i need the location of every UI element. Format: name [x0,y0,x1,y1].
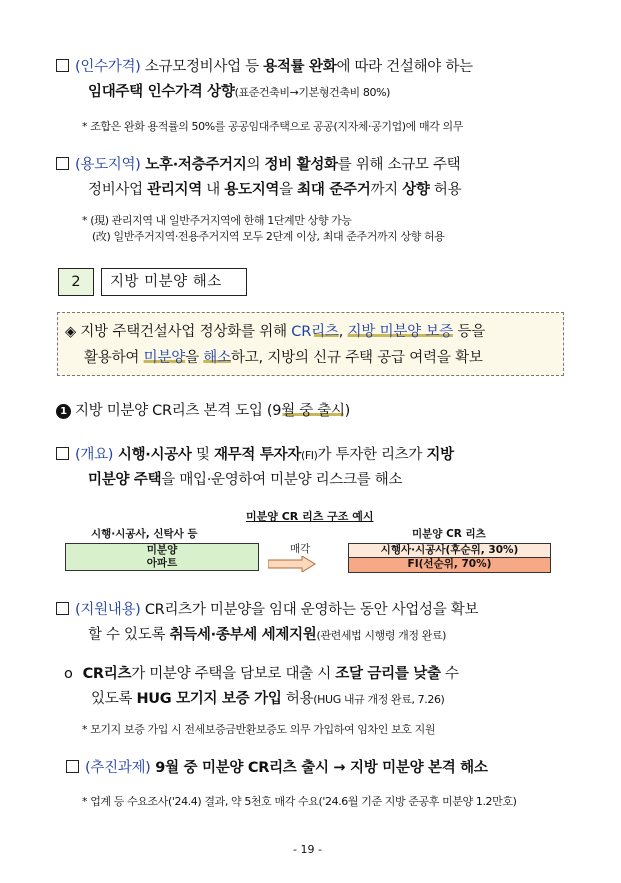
tag-zoning: (용도지역) [75,157,141,173]
right-arrow-icon [268,556,316,572]
bold-text: 시행·시공사 [113,447,192,463]
text: 등을 [453,324,486,340]
diamond-bullet-icon: ◈ [65,324,76,340]
checkbox-square-icon [56,602,69,615]
para-task-line1 [66,758,488,778]
diagram-unsold-apartment-box [65,543,259,571]
section-number: 2 [71,274,81,290]
para-overview-line1 [56,445,454,465]
bold-text: 9월 중 미분양 CR리츠 출시 → 지방 미분양 본격 해소 [150,760,488,776]
text: 가 투자한 리츠가 [317,447,427,463]
text: 수 [440,666,459,682]
text: 지방 주택건설사업 정상화를 위해 [75,324,292,340]
text: , [338,324,348,340]
text: 하고, 지방의 신규 주택 공급 여력을 확보 [230,350,483,366]
diagram-right-label: 미분양 CR 리츠 [412,528,486,540]
tag-overview: (개요) [75,447,114,463]
blue-text: 지방 미분양 보증 [347,324,454,340]
diagram-left-label: 시행·시공사, 신탁사 등 [91,528,198,540]
text: 허용 [281,691,314,707]
box-text: 시행사·시공사(후순위, 30%) [380,544,519,556]
summary-line1 [65,322,485,342]
bold-text: 미분양 주택 [88,472,162,488]
text: CR리츠가 미분양을 임대 운영하는 동안 사업성을 확보 [140,602,479,618]
bold-text: 상향 [402,182,430,198]
box-text: FI(선순위, 70%) [407,558,492,570]
box-line: 아파트 [146,557,178,569]
bold-text: 용도지역 [224,182,280,198]
text: 에 따라 건설해야 하는 [336,59,473,75]
checkbox-square-icon [66,760,79,773]
para-acquisition-price-line2 [88,82,390,102]
para-support-line1 [56,600,478,620]
note-acquisition-price: * 조합은 완화 용적률의 50%를 공공임대주택으로 공공(지자체·공기업)에 매각 의무 [82,120,464,133]
checkbox-square-icon [56,157,69,170]
bold-text: 취득세·종부세 세제지원 [169,627,317,643]
small-text: (표준건축비→기본형건축비 80%) [234,86,391,99]
number-circle-icon: 1 [56,404,71,419]
bold-text: 노후·저층주거지 [140,157,247,173]
blue-text: 해소 [203,350,231,366]
para-hug-line2 [91,689,444,709]
note-hug: * 모기지 보증 가입 시 전세보증금반환보증도 의무 가입하여 임차인 보호 지원 [82,723,436,736]
bold-text: 최대 준주거 [297,182,371,198]
summary-highlight-box [57,312,564,376]
para-hug-line1 [64,664,459,684]
emph-text: (9월 중 출시) [266,403,351,419]
para-overview-line2 [88,470,402,490]
text: 활용하여 [84,350,144,366]
blue-text: CR리츠 [291,324,339,340]
note-zoning-revised: (改) 일반주거지역·전용주거지역 모두 2단계 이상, 최대 준주거까지 상향 허용 [92,230,445,243]
diagram-developer-subordinate-box [348,543,551,558]
text: 및 [191,447,214,463]
tag-support: (지원내용) [75,602,141,618]
text: 를 위해 소규모 주택 [337,157,461,173]
tag-acquisition-price: (인수가격) [75,59,141,75]
circle-bullet-icon: o [64,666,73,682]
section-number-box [58,268,94,296]
small-text: (관련세법 시행령 개정 완료) [316,629,447,642]
text: 가 미분양 주택을 담보로 대출 시 [131,666,336,682]
box-line: 미분양 [146,544,178,556]
note-task: * 업계 등 수요조사('24.4) 결과, 약 5천호 매각 수요('24.6월 기준 지방 준공후 미분양 1.2만호) [82,795,517,808]
small-text: (HUG 내규 개정 완료, 7.26) [313,693,445,706]
text: 을 [185,350,204,366]
section-title: 지방 미분양 해소 [110,274,222,290]
bold-text: CR리츠 [82,666,132,682]
text: 할 수 있도록 [88,627,170,643]
note-zoning-current: * (現) 관리지역 내 일반주거지역에 한해 1단계만 상향 가능 [82,214,352,227]
bold-text: HUG 모기지 보증 가입 [136,691,282,707]
text: 정비사업 [88,182,148,198]
text: 의 [246,157,265,173]
item1-heading [56,401,350,421]
diagram-fi-senior-box [348,558,551,573]
text: 소규모정비사업 등 [140,59,264,75]
text: 있도록 [91,691,137,707]
text: 허용 [429,182,462,198]
text: 을 매입·운영하여 미분양 리스크를 해소 [161,472,403,488]
para-zoning-line2 [88,180,461,200]
section-title-box [101,268,247,296]
page-number: - 19 - [293,843,322,856]
diagram-title: 미분양 CR 리츠 구조 예시 [246,510,374,523]
tag-task: (추진과제) [85,760,151,776]
bold-text: 정비 활성화 [264,157,338,173]
summary-line2 [84,348,483,368]
text: 내 [201,182,225,198]
bold-text: 지방 [426,447,454,463]
para-acquisition-price-line1 [56,57,473,77]
bold-text: 용적률 완화 [263,59,337,75]
small-text: (FI) [300,449,318,462]
bold-text: 관리지역 [147,182,202,198]
bold-text: 재무적 투자자 [213,447,301,463]
checkbox-square-icon [56,447,69,460]
para-zoning-line1 [56,155,460,175]
bold-text: 조달 금리를 낮출 [335,666,441,682]
text: 을 [279,182,298,198]
checkbox-square-icon [56,59,69,72]
text: 지방 미분양 CR리츠 본격 도입 [75,403,267,419]
para-support-line2 [88,625,446,645]
text: 까지 [370,182,403,198]
bold-text: 임대주택 인수가격 상향 [88,84,235,100]
diagram-arrow-label: 매각 [290,543,311,555]
blue-text: 미분양 [143,350,186,366]
